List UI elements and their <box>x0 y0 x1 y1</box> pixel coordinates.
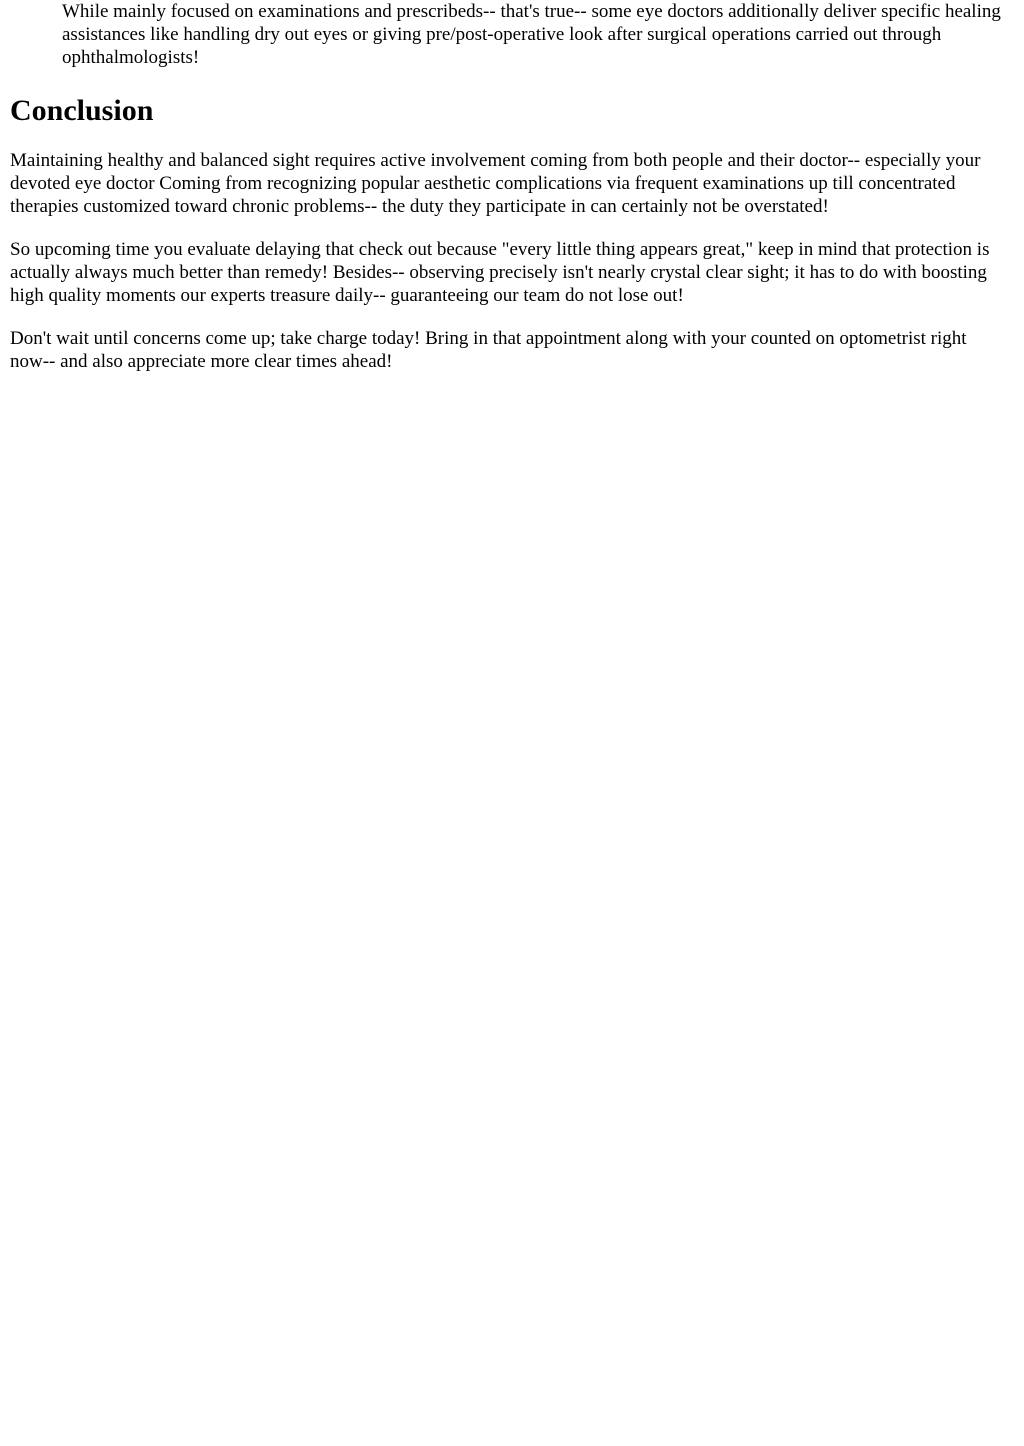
article-body <box>10 0 1014 373</box>
conclusion-paragraph-2: So upcoming time you evaluate delaying that check out because "every little thing appears great," keep in mind that protection is actually always much better than remedy! Besides-- observing precisely isn't nearly crystal clear sight; it has to do with boosting high quality moments our experts treasure daily-- guaranteeing our team do not lose out! <box>10 239 990 306</box>
conclusion-paragraph-3: Don't wait until concerns come up; take charge today! Bring in that appointment along with your counted on optometrist right now-- and also appreciate more clear times ahead! <box>10 328 967 372</box>
intro-paragraph: While mainly focused on examinations and prescribeds-- that's true-- some eye doctors additionally deliver specific healing assistances like handling dry out eyes or giving pre/post-operative look after surgical operations carried out through ophthalmologists! <box>62 1 1001 68</box>
conclusion-heading: Conclusion <box>10 94 154 127</box>
conclusion-paragraph-1: Maintaining healthy and balanced sight requires active involvement coming from both people and their doctor-- especially your devoted eye doctor Coming from recognizing popular aesthetic complications via frequent examinations up till concentrated therapies customized toward chronic problems-- the duty they participate in can certainly not be overstated! <box>10 150 981 217</box>
